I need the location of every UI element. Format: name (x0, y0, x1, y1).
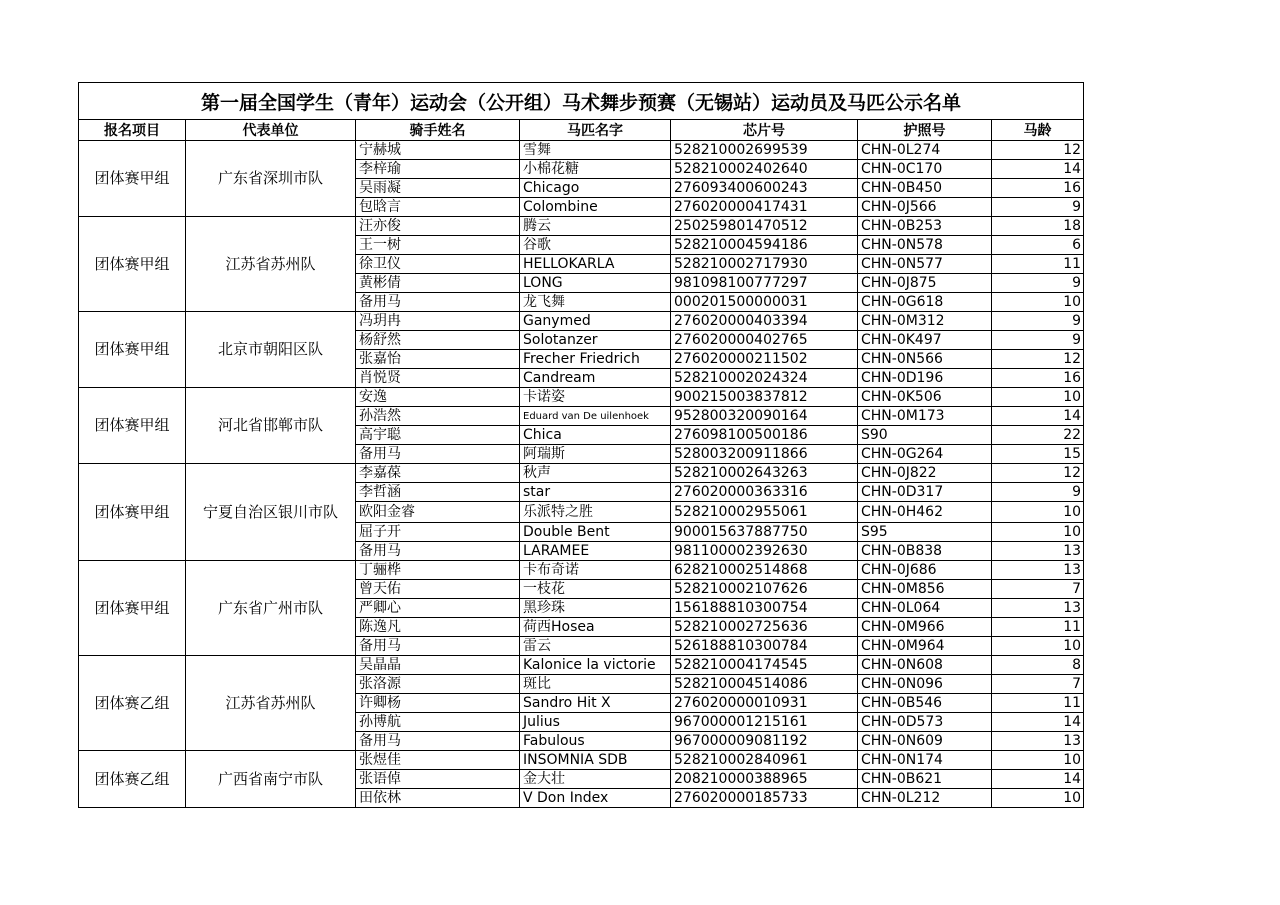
passport-number-cell: CHN-0G618 (858, 293, 992, 312)
horse-age-cell: 16 (992, 369, 1084, 388)
passport-number-cell: CHN-0J566 (858, 198, 992, 217)
horse-age-cell: 11 (992, 618, 1084, 637)
rider-name-cell: 肖悦贤 (356, 369, 520, 388)
passport-number-cell: S95 (858, 523, 992, 542)
rider-name-cell: 张嘉怡 (356, 350, 520, 369)
rider-name-cell: 丁骊桦 (356, 561, 520, 580)
horse-age-cell: 11 (992, 694, 1084, 713)
horse-name-cell: 雪舞 (520, 141, 671, 160)
passport-number-cell: CHN-0B838 (858, 542, 992, 561)
horse-age-cell: 14 (992, 407, 1084, 426)
passport-number-cell: CHN-0M966 (858, 618, 992, 637)
passport-number-cell: CHN-0B253 (858, 217, 992, 236)
horse-name-cell: 谷歌 (520, 236, 671, 255)
chip-number-cell: 528210002107626 (671, 580, 858, 599)
header-event: 报名项目 (79, 120, 186, 141)
rider-name-cell: 备用马 (356, 637, 520, 656)
chip-number-cell: 967000001215161 (671, 713, 858, 732)
horse-age-cell: 9 (992, 331, 1084, 350)
horse-name-cell: HELLOKARLA (520, 255, 671, 274)
rider-name-cell: 汪亦俊 (356, 217, 520, 236)
passport-number-cell: CHN-0M312 (858, 312, 992, 331)
horse-name-cell: Sandro Hit X (520, 694, 671, 713)
unit-cell: 江苏省苏州队 (186, 656, 356, 751)
table-body (79, 141, 1084, 808)
horse-age-cell: 18 (992, 217, 1084, 236)
horse-age-cell: 13 (992, 561, 1084, 580)
chip-number-cell: 528210002699539 (671, 141, 858, 160)
horse-name-cell: Frecher Friedrich (520, 350, 671, 369)
horse-age-cell: 9 (992, 312, 1084, 331)
passport-number-cell: CHN-0N609 (858, 732, 992, 751)
horse-age-cell: 10 (992, 751, 1084, 770)
passport-number-cell: CHN-0J822 (858, 464, 992, 483)
passport-number-cell: CHN-0N096 (858, 675, 992, 694)
horse-age-cell: 13 (992, 599, 1084, 618)
horse-name-cell: 卡布奇诺 (520, 561, 671, 580)
horse-name-cell: 斑比 (520, 675, 671, 694)
rider-name-cell: 李哲涵 (356, 483, 520, 502)
header-rider-name: 骑手姓名 (356, 120, 520, 141)
passport-number-cell: CHN-0C170 (858, 160, 992, 179)
passport-number-cell: CHN-0J875 (858, 274, 992, 293)
roster-table (78, 82, 1084, 808)
rider-name-cell: 吴晶晶 (356, 656, 520, 675)
rider-name-cell: 黄彬倩 (356, 274, 520, 293)
unit-cell: 北京市朝阳区队 (186, 312, 356, 388)
passport-number-cell: CHN-0N566 (858, 350, 992, 369)
horse-age-cell: 13 (992, 732, 1084, 751)
event-cell: 团体赛甲组 (79, 388, 186, 464)
horse-name-cell: LONG (520, 274, 671, 293)
horse-age-cell: 14 (992, 160, 1084, 179)
chip-number-cell: 276020000211502 (671, 350, 858, 369)
passport-number-cell: CHN-0B450 (858, 179, 992, 198)
passport-number-cell: CHN-0B546 (858, 694, 992, 713)
passport-number-cell: CHN-0H462 (858, 502, 992, 523)
passport-number-cell: CHN-0N578 (858, 236, 992, 255)
chip-number-cell: 528210004174545 (671, 656, 858, 675)
rider-name-cell: 田依林 (356, 789, 520, 808)
chip-number-cell: 528210002402640 (671, 160, 858, 179)
rider-name-cell: 吴雨凝 (356, 179, 520, 198)
horse-name-cell: Solotanzer (520, 331, 671, 350)
chip-number-cell: 528210002717930 (671, 255, 858, 274)
passport-number-cell: CHN-0L064 (858, 599, 992, 618)
document-title: 第一届全国学生（青年）运动会（公开组）马术舞步预赛（无锡站）运动员及马匹公示名单 (79, 83, 1084, 120)
header-row (79, 120, 1084, 141)
horse-age-cell: 9 (992, 198, 1084, 217)
rider-name-cell: 宁赫城 (356, 141, 520, 160)
rider-name-cell: 张语倬 (356, 770, 520, 789)
table-row (79, 561, 1084, 580)
unit-cell: 广东省广州市队 (186, 561, 356, 656)
rider-name-cell: 孙浩然 (356, 407, 520, 426)
horse-age-cell: 10 (992, 637, 1084, 656)
rider-name-cell: 屈子开 (356, 523, 520, 542)
horse-age-cell: 16 (992, 179, 1084, 198)
horse-name-cell: Kalonice la victorie (520, 656, 671, 675)
horse-name-cell: Eduard van De uilenhoek (520, 407, 671, 426)
rider-name-cell: 安逸 (356, 388, 520, 407)
horse-name-cell: 黑珍珠 (520, 599, 671, 618)
passport-number-cell: CHN-0M173 (858, 407, 992, 426)
horse-name-cell: Colombine (520, 198, 671, 217)
horse-name-cell: Ganymed (520, 312, 671, 331)
unit-cell: 江苏省苏州队 (186, 217, 356, 312)
header-unit: 代表单位 (186, 120, 356, 141)
horse-name-cell: 龙飞舞 (520, 293, 671, 312)
horse-age-cell: 6 (992, 236, 1084, 255)
unit-cell: 广西省南宁市队 (186, 751, 356, 808)
event-cell: 团体赛甲组 (79, 141, 186, 217)
horse-age-cell: 14 (992, 770, 1084, 789)
chip-number-cell: 276093400600243 (671, 179, 858, 198)
chip-number-cell: 276020000010931 (671, 694, 858, 713)
header-passport-number: 护照号 (858, 120, 992, 141)
event-cell: 团体赛甲组 (79, 217, 186, 312)
chip-number-cell: 528210002024324 (671, 369, 858, 388)
horse-age-cell: 22 (992, 426, 1084, 445)
horse-age-cell: 7 (992, 580, 1084, 599)
passport-number-cell: CHN-0D196 (858, 369, 992, 388)
chip-number-cell: 981100002392630 (671, 542, 858, 561)
chip-number-cell: 967000009081192 (671, 732, 858, 751)
horse-name-cell: star (520, 483, 671, 502)
passport-number-cell: CHN-0N608 (858, 656, 992, 675)
chip-number-cell: 528210002643263 (671, 464, 858, 483)
chip-number-cell: 628210002514868 (671, 561, 858, 580)
rider-name-cell: 高宇聪 (356, 426, 520, 445)
chip-number-cell: 208210000388965 (671, 770, 858, 789)
horse-name-cell: Chicago (520, 179, 671, 198)
chip-number-cell: 276020000363316 (671, 483, 858, 502)
chip-number-cell: 000201500000031 (671, 293, 858, 312)
horse-name-cell: LARAMEE (520, 542, 671, 561)
horse-name-cell: 金大壮 (520, 770, 671, 789)
horse-name-cell: Fabulous (520, 732, 671, 751)
rider-name-cell: 备用马 (356, 445, 520, 464)
chip-number-cell: 528210004594186 (671, 236, 858, 255)
horse-age-cell: 14 (992, 713, 1084, 732)
rider-name-cell: 李梓瑜 (356, 160, 520, 179)
horse-name-cell: Chica (520, 426, 671, 445)
event-cell: 团体赛乙组 (79, 751, 186, 808)
rider-name-cell: 王一树 (356, 236, 520, 255)
horse-age-cell: 10 (992, 388, 1084, 407)
horse-age-cell: 10 (992, 789, 1084, 808)
passport-number-cell: CHN-0K497 (858, 331, 992, 350)
rider-name-cell: 李嘉葆 (356, 464, 520, 483)
horse-name-cell: 乐派特之胜 (520, 502, 671, 523)
horse-age-cell: 12 (992, 141, 1084, 160)
horse-age-cell: 9 (992, 274, 1084, 293)
chip-number-cell: 276020000402765 (671, 331, 858, 350)
header-chip-number: 芯片号 (671, 120, 858, 141)
horse-age-cell: 10 (992, 293, 1084, 312)
unit-cell: 宁夏自治区银川市队 (186, 464, 356, 561)
passport-number-cell: CHN-0D573 (858, 713, 992, 732)
chip-number-cell: 526188810300784 (671, 637, 858, 656)
chip-number-cell: 276098100500186 (671, 426, 858, 445)
table-row (79, 751, 1084, 770)
passport-number-cell: CHN-0J686 (858, 561, 992, 580)
horse-age-cell: 11 (992, 255, 1084, 274)
chip-number-cell: 276020000403394 (671, 312, 858, 331)
horse-name-cell: Double Bent (520, 523, 671, 542)
horse-name-cell: Candream (520, 369, 671, 388)
unit-cell: 河北省邯郸市队 (186, 388, 356, 464)
rider-name-cell: 包晗言 (356, 198, 520, 217)
rider-name-cell: 张煜佳 (356, 751, 520, 770)
table-row (79, 464, 1084, 483)
horse-age-cell: 12 (992, 464, 1084, 483)
rider-name-cell: 杨舒然 (356, 331, 520, 350)
horse-name-cell: 阿瑞斯 (520, 445, 671, 464)
chip-number-cell: 528210002840961 (671, 751, 858, 770)
horse-age-cell: 7 (992, 675, 1084, 694)
passport-number-cell: CHN-0M964 (858, 637, 992, 656)
horse-name-cell: 一枝花 (520, 580, 671, 599)
passport-number-cell: CHN-0K506 (858, 388, 992, 407)
horse-age-cell: 15 (992, 445, 1084, 464)
table-row (79, 388, 1084, 407)
horse-name-cell: INSOMNIA SDB (520, 751, 671, 770)
passport-number-cell: CHN-0N577 (858, 255, 992, 274)
event-cell: 团体赛甲组 (79, 464, 186, 561)
horse-name-cell: 卡诺姿 (520, 388, 671, 407)
rider-name-cell: 备用马 (356, 293, 520, 312)
horse-age-cell: 10 (992, 523, 1084, 542)
passport-number-cell: CHN-0G264 (858, 445, 992, 464)
horse-age-cell: 8 (992, 656, 1084, 675)
chip-number-cell: 952800320090164 (671, 407, 858, 426)
rider-name-cell: 徐卫仪 (356, 255, 520, 274)
horse-name-cell: 秋声 (520, 464, 671, 483)
event-cell: 团体赛乙组 (79, 656, 186, 751)
rider-name-cell: 张洛源 (356, 675, 520, 694)
chip-number-cell: 900015637887750 (671, 523, 858, 542)
rider-name-cell: 备用马 (356, 732, 520, 751)
rider-name-cell: 冯玥冉 (356, 312, 520, 331)
horse-name-cell: Julius (520, 713, 671, 732)
rider-name-cell: 严卿心 (356, 599, 520, 618)
rider-name-cell: 陈逸凡 (356, 618, 520, 637)
rider-name-cell: 备用马 (356, 542, 520, 561)
chip-number-cell: 900215003837812 (671, 388, 858, 407)
horse-name-cell: 雷云 (520, 637, 671, 656)
header-horse-age: 马龄 (992, 120, 1084, 141)
horse-age-cell: 10 (992, 502, 1084, 523)
passport-number-cell: CHN-0D317 (858, 483, 992, 502)
rider-name-cell: 曾天佑 (356, 580, 520, 599)
horse-name-cell: 小棉花糖 (520, 160, 671, 179)
passport-number-cell: CHN-0N174 (858, 751, 992, 770)
event-cell: 团体赛甲组 (79, 561, 186, 656)
passport-number-cell: S90 (858, 426, 992, 445)
chip-number-cell: 981098100777297 (671, 274, 858, 293)
passport-number-cell: CHN-0B621 (858, 770, 992, 789)
table-row (79, 141, 1084, 160)
horse-name-cell: V Don Index (520, 789, 671, 808)
horse-age-cell: 12 (992, 350, 1084, 369)
passport-number-cell: CHN-0L212 (858, 789, 992, 808)
chip-number-cell: 250259801470512 (671, 217, 858, 236)
table-row (79, 312, 1084, 331)
chip-number-cell: 528210004514086 (671, 675, 858, 694)
passport-number-cell: CHN-0L274 (858, 141, 992, 160)
chip-number-cell: 276020000417431 (671, 198, 858, 217)
horse-age-cell: 13 (992, 542, 1084, 561)
table-row (79, 217, 1084, 236)
rider-name-cell: 孙博航 (356, 713, 520, 732)
chip-number-cell: 276020000185733 (671, 789, 858, 808)
horse-age-cell: 9 (992, 483, 1084, 502)
table-head (79, 83, 1084, 141)
unit-cell: 广东省深圳市队 (186, 141, 356, 217)
event-cell: 团体赛甲组 (79, 312, 186, 388)
chip-number-cell: 156188810300754 (671, 599, 858, 618)
chip-number-cell: 528210002725636 (671, 618, 858, 637)
header-horse-name: 马匹名字 (520, 120, 671, 141)
horse-name-cell: 腾云 (520, 217, 671, 236)
rider-name-cell: 欧阳金睿 (356, 502, 520, 523)
rider-name-cell: 许卿杨 (356, 694, 520, 713)
chip-number-cell: 528003200911866 (671, 445, 858, 464)
passport-number-cell: CHN-0M856 (858, 580, 992, 599)
table-row (79, 656, 1084, 675)
horse-name-cell: 荷西Hosea (520, 618, 671, 637)
chip-number-cell: 528210002955061 (671, 502, 858, 523)
